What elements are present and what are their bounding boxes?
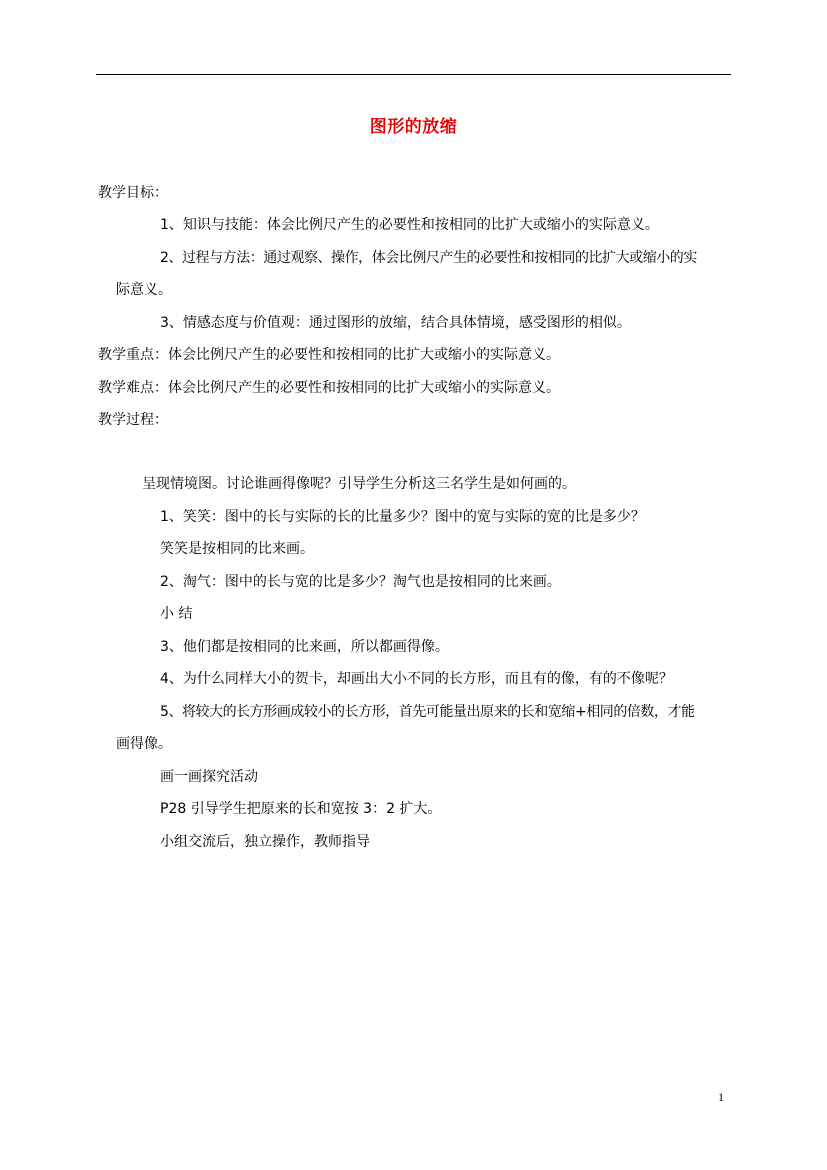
activity-heading: 画一画探究活动 [160,769,258,785]
process-item-5: 5、将较大的长方形画成较小的长方形，首先可能量出原来的长和宽缩+相同的倍数，才能 [160,704,695,720]
process-item-1-answer: 笑笑是按相同的比来画。 [160,541,314,557]
process-item-5-cont: 画得像。 [116,736,172,752]
process-item-1: 1、笑笑：图中的长与实际的长的比量多少？图中的宽与实际的宽的比是多少？ [160,509,645,525]
page-number: 1 [718,1090,724,1104]
objectives-heading: 教学目标： [98,185,168,201]
process-item-2: 2、淘气：图中的长与宽的比是多少？淘气也是按相同的比来画。 [160,574,561,590]
process-intro: 呈现情境图。讨论谁画得像呢？引导学生分析这三名学生是如何画的。 [142,476,576,492]
process-heading: 教学过程： [98,412,168,428]
activity-followup: 小组交流后，独立操作，教师指导 [160,834,370,850]
objective-1: 1、知识与技能：体会比例尺产生的必要性和按相同的比扩大或缩小的实际意义。 [160,217,659,233]
activity-instruction: P28 引导学生把原来的长和宽按 3：2 扩大。 [160,801,442,817]
difficult-point: 教学难点：体会比例尺产生的必要性和按相同的比扩大或缩小的实际意义。 [98,380,560,396]
objective-2: 2、过程与方法：通过观察、操作，体会比例尺产生的必要性和按相同的比扩大或缩小的实 [160,250,697,266]
summary-heading: 小 结 [160,606,193,622]
header-rule [96,74,731,75]
process-item-4: 4、为什么同样大小的贺卡，却画出大小不同的长方形，而且有的像，有的不像呢？ [160,671,673,687]
key-point: 教学重点：体会比例尺产生的必要性和按相同的比扩大或缩小的实际意义。 [98,347,560,363]
document-title: 图形的放缩 [369,117,458,137]
process-item-3: 3、他们都是按相同的比来画，所以都画得像。 [160,639,449,655]
objective-2-cont: 际意义。 [116,282,172,298]
objective-3: 3、情感态度与价值观：通过图形的放缩，结合具体情境，感受图形的相似。 [160,315,631,331]
